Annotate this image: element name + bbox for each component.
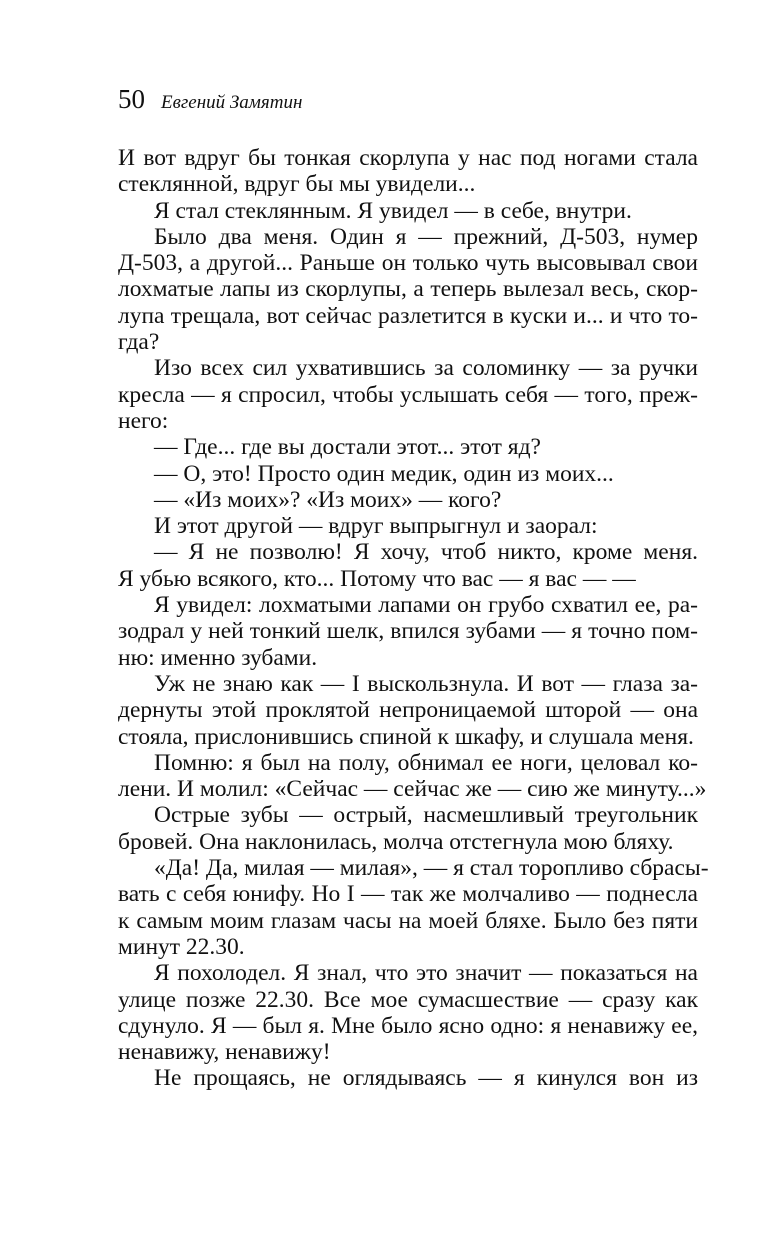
text-line: Уж не знаю как — I выскользнула. И вот — глаза за- (154, 670, 698, 697)
text-line: ню: именно зубами. (118, 644, 318, 671)
text-line: ненавижу, ненавижу! (118, 1039, 331, 1066)
text-line: Д-503, а другой... Раньше он только чуть высовывал свои (118, 250, 698, 277)
text-line: Не прощаясь, не оглядываясь — я кинулся вон из (154, 1065, 698, 1092)
running-head (118, 84, 302, 124)
text-line: И вот вдруг бы тонкая скорлупа у нас под ногами стала (118, 145, 698, 171)
text-line: — Где... где вы достали этот... этот яд? (154, 434, 541, 461)
text-line: него: (118, 407, 169, 434)
text-line: Я похолодел. Я знал, что это значит — показаться на (154, 960, 698, 987)
text-body (118, 145, 709, 1092)
text-line: вать с себя юнифу. Но I — так же молчаливо — поднесла (118, 881, 698, 908)
text-line: Я стал стеклянным. Я увидел — в себе, внутри. (154, 197, 632, 224)
text-line: лохматые лапы из скорлупы, а теперь вылезал весь, скор- (118, 276, 698, 303)
text-line: Я увидел: лохматыми лапами он грубо схватил ее, ра- (154, 592, 698, 619)
text-line: — Я не позволю! Я хочу, чтоб никто, кроме меня. (154, 539, 698, 566)
text-line: — «Из моих»? «Из моих» — кого? (154, 486, 502, 513)
text-line: зодрал у ней тонкий шелк, впился зубами — я точно пом- (118, 618, 698, 645)
text-line: стеклянной, вдруг бы мы увидели... (118, 171, 476, 198)
text-line: к самым моим глазам часы на моей бляхе. Было без пяти (118, 907, 698, 934)
text-line: сдунуло. Я — был я. Мне было ясно одно: я ненавижу ее, (118, 1012, 698, 1039)
text-line: Помню: я был на полу, обнимал ее ноги, целовал ко- (154, 749, 698, 776)
text-line: улице позже 22.30. Все мое сумасшествие — сразу как (118, 986, 698, 1013)
text-line: Я убью всякого, кто... Потому что вас — я вас — — (118, 565, 636, 592)
text-line: «Да! Да, милая — милая», — я стал торопливо сбрасы- (154, 855, 709, 882)
text-line: минут 22.30. (118, 933, 245, 960)
text-line: — О, это! Просто один медик, один из моих... (154, 460, 614, 487)
text-line: кресла — я спросил, чтобы услышать себя — того, преж- (118, 381, 698, 408)
text-line: И этот другой — вдруг выпрыгнул и заорал: (154, 513, 598, 540)
text-line: дернуты этой проклятой непроницаемой шторой — она (118, 697, 698, 724)
page-number: 50 (118, 84, 145, 114)
text-line: лени. И молил: «Сейчас — сейчас же — сию же минуту...» (118, 776, 707, 803)
text-line: Острые зубы — острый, насмешливый треугольник (154, 802, 698, 829)
text-line: Было два меня. Один я — прежний, Д-503, нумер (154, 223, 698, 250)
text-line: гда? (118, 329, 160, 356)
running-head-author: Евгений Замятин (161, 92, 303, 113)
text-line: стояла, прислонившись спиной к шкафу, и слушала меня. (118, 723, 694, 750)
text-line: лупа трещала, вот сейчас разлетится в куски и... и что то- (118, 302, 698, 329)
text-line: Изо всех сил ухватившись за соломинку — за ручки (154, 355, 698, 382)
text-line: бровей. Она наклонилась, молча отстегнула мою бляху. (118, 828, 674, 855)
